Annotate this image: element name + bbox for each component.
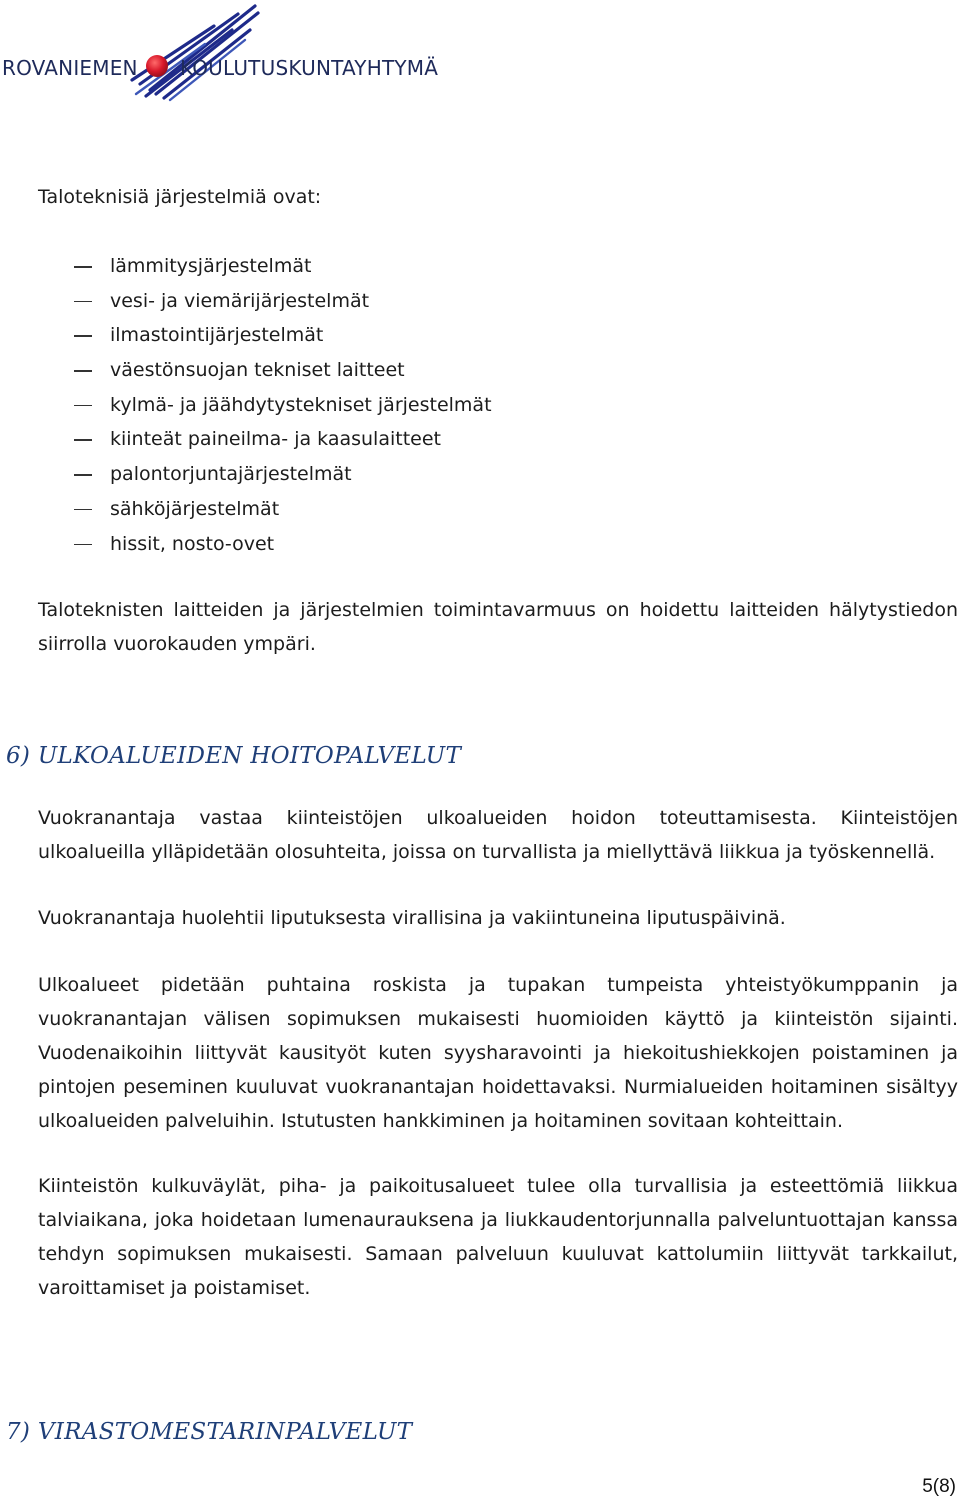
systems-list: [74, 249, 492, 561]
logo-text-rovaniemen: ROVANIEMEN: [2, 56, 138, 80]
dash-bullet-icon: [74, 266, 92, 268]
section-7-heading: 7) VIRASTOMESTARINPALVELUT: [6, 1419, 413, 1445]
dash-bullet-icon: [74, 544, 92, 546]
section-6-heading: 6) ULKOALUEIDEN HOITOPALVELUT: [6, 743, 462, 769]
dash-bullet-icon: [74, 474, 92, 476]
list-item: hissit, nosto-ovet: [74, 527, 492, 562]
section-6-paragraph-3: Ulkoalueet pidetään puhtaina roskista ja tupakan tumpeista yhteistyökumppanin ja vuokranantajan välisen sopimuksen mukaisesti huomioiden käyttö ja kiinteistön sijainti. Vuodenaikoihin liittyvät kausityöt kuten syysharavointi ja hiekoitushiekkojen poistaminen ja pintojen peseminen kuuluvat vuokranantajan hoidettavaksi. Nurmialueiden hoitaminen sisältyy ulkoalueiden palveluihin. Istutusten hankkiminen ja hoitaminen sovitaan kohteittain.: [38, 974, 958, 1132]
dash-bullet-icon: [74, 335, 92, 337]
list-item: lämmitysjärjestelmät: [74, 249, 492, 284]
list-item: kiinteät paineilma- ja kaasulaitteet: [74, 422, 492, 457]
page-number: 5(8): [922, 1476, 956, 1497]
logo-mark-icon: [0, 0, 470, 105]
list-item: väestönsuojan tekniset laitteet: [74, 353, 492, 388]
list-item: palontorjuntajärjestelmät: [74, 457, 492, 492]
organization-logo: [0, 0, 470, 105]
logo-text-koulutuskuntayhtyma: KOULUTUSKUNTAYHTYMÄ: [180, 56, 439, 80]
dash-bullet-icon: [74, 439, 92, 441]
dash-bullet-icon: [74, 509, 92, 511]
list-item: ilmastointijärjestelmät: [74, 318, 492, 353]
after-list-paragraph: Taloteknisten laitteiden ja järjestelmien toimintavarmuus on hoidettu laitteiden hälytystiedon siirrolla vuorokauden ympäri.: [38, 599, 958, 655]
list-item: kylmä- ja jäähdytystekniset järjestelmät: [74, 388, 492, 423]
dash-bullet-icon: [74, 301, 92, 303]
list-item: vesi- ja viemärijärjestelmät: [74, 284, 492, 319]
list-item: sähköjärjestelmät: [74, 492, 492, 527]
section-6-paragraph-1: Vuokranantaja vastaa kiinteistöjen ulkoalueiden hoidon toteuttamisesta. Kiinteistöjen ulkoalueilla ylläpidetään olosuhteita, joissa on turvallista ja miellyttävä liikkua ja työskennellä.: [38, 807, 958, 863]
intro-text: Taloteknisiä järjestelmiä ovat:: [38, 186, 322, 208]
section-6-paragraph-2: Vuokranantaja huolehtii liputuksesta virallisina ja vakiintuneina liputuspäivinä.: [38, 907, 786, 929]
dash-bullet-icon: [74, 405, 92, 407]
dash-bullet-icon: [74, 370, 92, 372]
section-6-paragraph-4: Kiinteistön kulkuväylät, piha- ja paikoitusalueet tulee olla turvallisia ja esteettömiä liikkua talviaikana, joka hoidetaan lumenaurauksena ja liukkaudentorjunnalla palveluntuottajan kanssa tehdyn sopimuksen mukaisesti. Samaan palveluun kuuluvat kattolumiin liittyvät tarkkailut, varoittamiset ja poistamiset.: [38, 1175, 958, 1299]
